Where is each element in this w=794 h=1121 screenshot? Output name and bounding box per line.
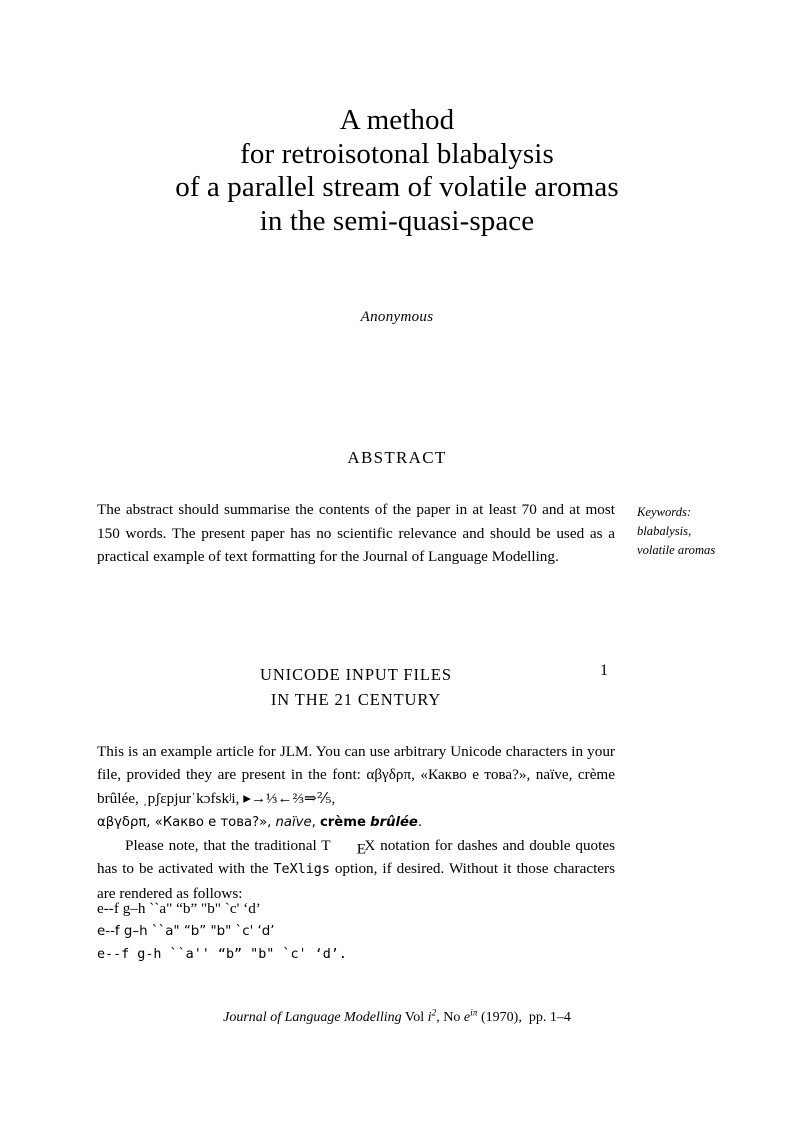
page-footer	[97, 1010, 697, 1026]
sans-demo-period: .	[417, 814, 423, 830]
sans-demo-prefix: αβγδρπ, «Какво е това?»,	[97, 814, 276, 830]
abstract-heading: ABSTRACT	[347, 448, 447, 467]
keywords-label: Keywords:	[637, 505, 692, 519]
paragraph-texligs	[97, 834, 615, 905]
author-name: Anonymous	[360, 309, 434, 325]
footer-no-label: , No	[436, 1010, 464, 1025]
texligs-text-middle: notation for dashes and double quotes has to be activated with the	[97, 837, 616, 878]
example-line-sans: e--f g–h ``a" “b” "b" `c' ‘d’	[97, 923, 275, 939]
example-line-serif: e--f g–h ``a" “b” "b" `c' ‘d’	[97, 900, 261, 917]
author-block	[97, 308, 697, 326]
section-number: 1	[600, 662, 608, 679]
texligs-option-code: TeXligs	[273, 862, 330, 878]
texligs-text-before: Please note, that the traditional	[125, 837, 322, 855]
footer-vol-base: i	[427, 1010, 432, 1025]
footer-year: (1970),	[477, 1010, 522, 1025]
footer-vol-label: Vol	[401, 1010, 428, 1025]
tex-logo-t: T	[321, 837, 331, 855]
title-line-3: of a parallel stream of volatile aromas	[175, 171, 619, 203]
footer-no-base: e	[463, 1010, 471, 1025]
section-heading-line-1: UNICODE INPUT FILES	[260, 665, 452, 684]
tex-logo-x: X	[364, 837, 376, 855]
sans-demo-comma: ,	[311, 814, 320, 830]
paragraph-unicode	[97, 740, 615, 834]
section-heading-line-2: IN THE 21 CENTURY	[270, 690, 442, 709]
keywords-block	[637, 503, 787, 561]
sans-demo-bold-italic: brûlée	[370, 814, 418, 830]
sans-demo-bold: crème	[319, 814, 366, 830]
body-text	[97, 740, 615, 905]
title-line-1: A method	[339, 104, 455, 136]
sans-demo-italic: naïve	[275, 814, 312, 830]
paragraph-unicode-text: This is an example article for JLM. You can use arbitrary Unicode characters in your file, provided they are present in the font: αβγδρπ, «Какво е това?», naïve, crème brûlée, ˌpʃɛpjurˈkɔfskʲi, ▸→⅓←⅔⇒⅖,	[97, 743, 615, 807]
example-line-mono: e--f g-h ``a'' “b” "b" `c' ‘d’.	[97, 947, 347, 962]
abstract-text: The abstract should summarise the contents of the paper in at least 70 and at most 150 words. The present paper has no scientific relevance and should be used as a practical example of text formatting for the Journal of Language Modelling.	[97, 501, 615, 565]
title-line-2: for retroisotonal blabalysis	[240, 137, 554, 170]
keyword-item-2: volatile aromas	[637, 543, 716, 558]
section-heading	[97, 662, 615, 712]
footer-vol-exponent: 2	[431, 1008, 437, 1019]
tex-logo	[321, 837, 376, 858]
title-line-4: in the semi-quasi-space	[259, 204, 535, 237]
paper-title	[97, 104, 697, 238]
footer-no-exponent: iπ	[470, 1008, 478, 1019]
footer-journal-name: Journal of Language Modelling	[223, 1010, 402, 1025]
keyword-item-1: blabalysis,	[637, 524, 692, 539]
example-lines-block	[97, 898, 615, 966]
tex-logo-e: E	[356, 840, 367, 858]
sans-demo-line	[97, 815, 422, 830]
texligs-text-tail: option, if desired. Without it those characters are rendered as follows:	[97, 860, 615, 902]
footer-pages: pp. 1–4	[528, 1010, 571, 1025]
